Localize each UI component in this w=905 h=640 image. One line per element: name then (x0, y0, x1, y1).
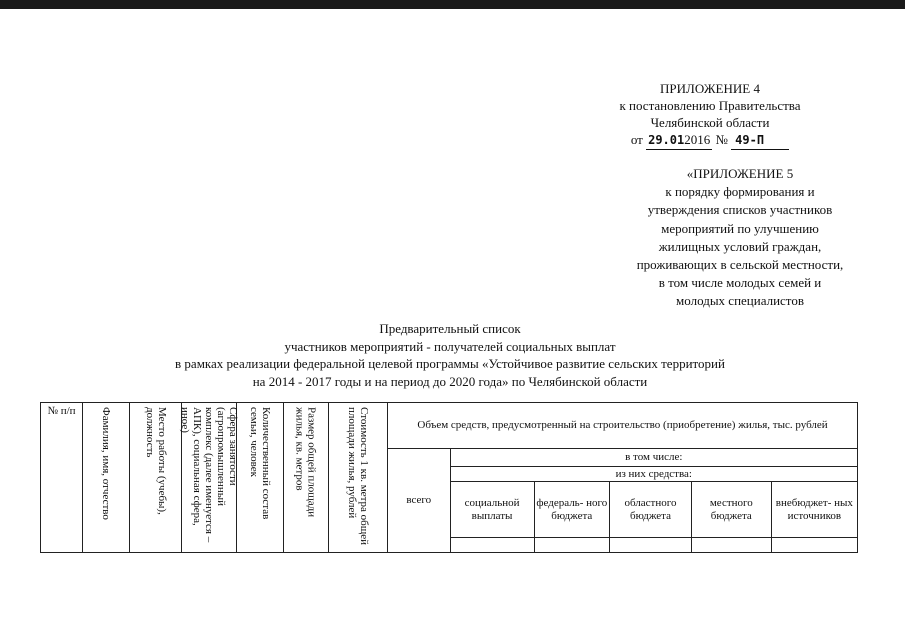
title-line: участников мероприятий - получателей социальных выплат (284, 338, 616, 354)
header-including: в том числе: (450, 449, 857, 467)
empty-cell (450, 538, 534, 553)
title-line: на 2014 - 2017 годы и на период до 2020 года» по Челябинской области (252, 373, 648, 389)
appendix-5-line: к порядку формирования и (665, 184, 815, 200)
title-line: Предварительный список (379, 321, 521, 336)
header-extrabudgetary: внебюджет- ных источников (771, 482, 857, 538)
empty-cell (534, 538, 609, 553)
empty-cell (610, 538, 692, 553)
header-of-which: из них средства: (450, 467, 857, 482)
handwritten-date: 29.01 (648, 133, 685, 147)
header-cost-per-meter: Стоимость 1 кв. метра общей площади жилья, рублей (328, 403, 387, 553)
document-title (90, 320, 810, 390)
appendix-4-title: ПРИЛОЖЕНИЕ 4 (660, 81, 760, 96)
title-line: в рамках реализации федеральной целевой программы «Устойчивое развитие сельских территорий (175, 356, 725, 371)
appendix-5-line: молодых специалистов (676, 293, 804, 309)
header-no: № п/п (41, 403, 83, 553)
header-local-budget: местного бюджета (691, 482, 771, 538)
header-federal-budget: федераль- ного бюджета (534, 482, 609, 538)
header-workplace: Место работы (учебы), должность (130, 403, 182, 553)
date-prefix: от (630, 132, 643, 147)
appendix-5-line: жилищных условий граждан, (658, 238, 822, 254)
empty-cell (691, 538, 771, 553)
top-border-bar (0, 0, 905, 9)
header-housing-area: Размер общей площади жилья, кв. метров (283, 403, 328, 553)
header-total: всего (388, 449, 451, 553)
appendix-4-region: Челябинской области (650, 115, 770, 130)
empty-cell (771, 538, 857, 553)
appendix-4-header (560, 80, 860, 150)
number-prefix: № (715, 132, 728, 147)
appendix-5-line: проживающих в сельской местности, (636, 257, 844, 273)
header-full-name: Фамилия, имя, отчество (83, 403, 130, 553)
header-family-size: Количественный состав семьи, человек (237, 403, 283, 553)
header-regional-budget: областного бюджета (610, 482, 692, 538)
header-employment-sphere: Сфера занятости (агропромышленный комплекс (далее именуется – АПК), социальная сфера, иное) (182, 403, 237, 553)
appendix-4-date-line (560, 131, 860, 150)
appendix-5-line: утверждения списков участников (647, 202, 833, 218)
date-year: 2016 (684, 132, 711, 147)
header-funding-volume: Объем средств, предусмотренный на строительство (приобретение) жилья, тыс. рублей (388, 403, 858, 449)
appendix-5-line: «ПРИЛОЖЕНИЕ 5 (686, 166, 794, 181)
handwritten-number: 49-П (735, 133, 765, 147)
header-social-payments: социальной выплаты (450, 482, 534, 538)
appendix-5-header (600, 165, 880, 311)
appendix-4-resolution: к постановлению Правительства (619, 98, 801, 113)
participants-table (40, 402, 858, 553)
appendix-5-line: в том числе молодых семей и (658, 275, 822, 291)
appendix-5-line: мероприятий по улучшению (661, 220, 819, 236)
